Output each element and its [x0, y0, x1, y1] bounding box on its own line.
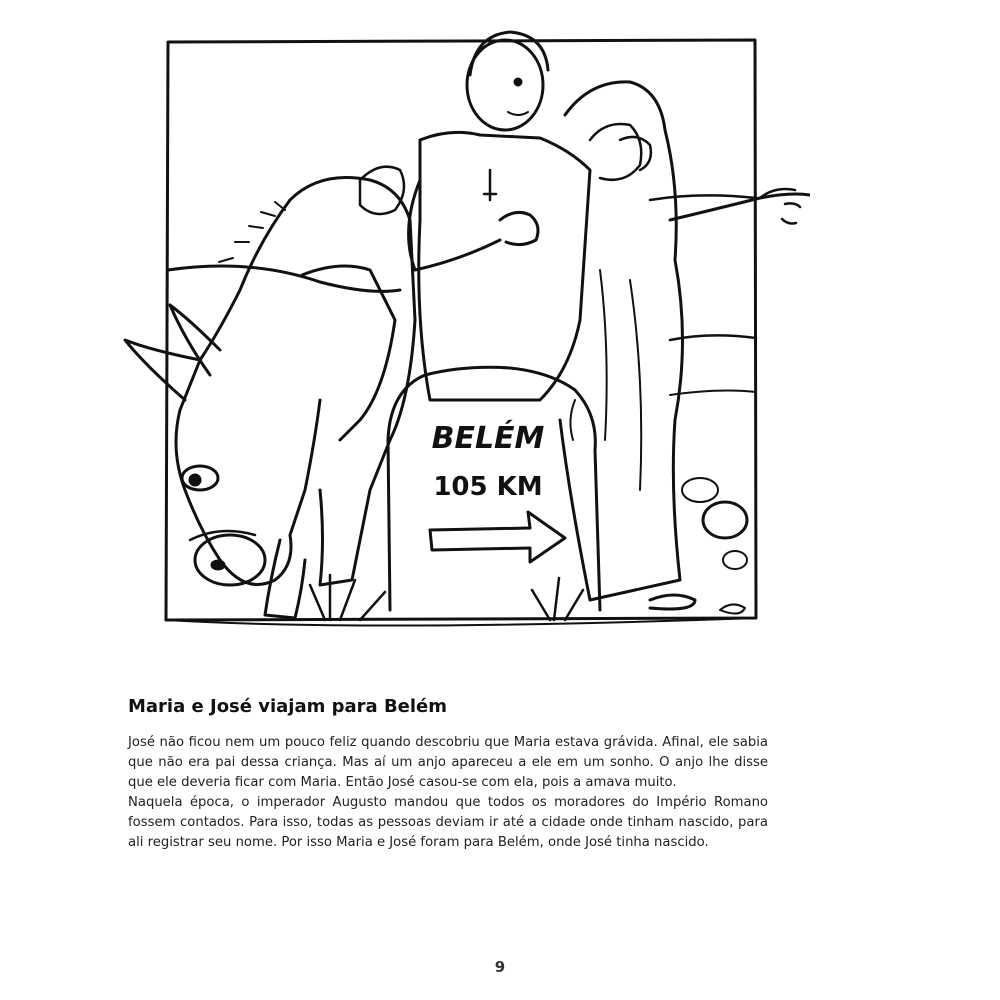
illustration-drawing: [70, 20, 810, 650]
rock: [703, 502, 747, 538]
mary-arm-pointing: [670, 194, 810, 220]
mary-face: [590, 124, 641, 180]
donkey-nostril: [212, 561, 224, 569]
joseph-eye: [515, 79, 521, 85]
donkey-body: [290, 178, 415, 586]
donkey-blanket: [302, 266, 395, 440]
joseph-mouth: [508, 112, 528, 115]
donkey-pupil: [190, 475, 200, 485]
story-title: Maria e José viajam para Belém: [128, 696, 448, 717]
hill-line: [650, 195, 756, 200]
page-number: 9: [494, 958, 506, 976]
sign-town-name: BELÉM: [431, 421, 545, 456]
story-paragraph: Naquela época, o imperador Augusto mandou que todos os moradores do Império Romano fossem contados. Para isso, todas as pessoas deviam ir até a cidade onde tinham nascido, para ali registrar seu nome. Por isso Maria e José foram para Belém, onde José tinha nascido.: [128, 795, 768, 850]
rock: [682, 478, 718, 502]
rock: [720, 604, 745, 613]
donkey-muzzle: [195, 535, 265, 585]
donkey-leg: [265, 540, 305, 618]
donkey-saddlebag: [360, 167, 404, 214]
mary-foot: [650, 595, 695, 609]
mary-robe-fold: [600, 270, 607, 440]
mary-hand-face: [620, 137, 651, 170]
story-text: [128, 733, 768, 853]
joseph-hand: [500, 212, 538, 244]
milestone-arrow: [430, 512, 565, 562]
coloring-illustration: [70, 20, 810, 650]
rock: [723, 551, 747, 569]
ground-line: [670, 391, 756, 395]
joseph-hair: [470, 32, 548, 75]
mary-robe-fold: [630, 280, 641, 490]
milestone-crack: [570, 400, 575, 440]
story-paragraph: José não ficou nem um pouco feliz quando descobriu que Maria estava grávida. Afinal, ele sabia que não era pai dessa criança. Mas aí um anjo apareceu a ele em um sonho. O anjo lhe disse que ele deveria ficar com Maria. Então José casou-se com ela, pois a amava muito.: [128, 735, 768, 790]
joseph-body: [419, 132, 590, 400]
joseph-head: [467, 40, 543, 130]
joseph-cord: [484, 170, 496, 200]
donkey-neck: [176, 200, 320, 585]
frame-border: [166, 40, 756, 620]
donkey-mane: [219, 202, 285, 262]
sign-distance: 105 KM: [433, 472, 543, 502]
grass-tuft: [532, 578, 583, 620]
